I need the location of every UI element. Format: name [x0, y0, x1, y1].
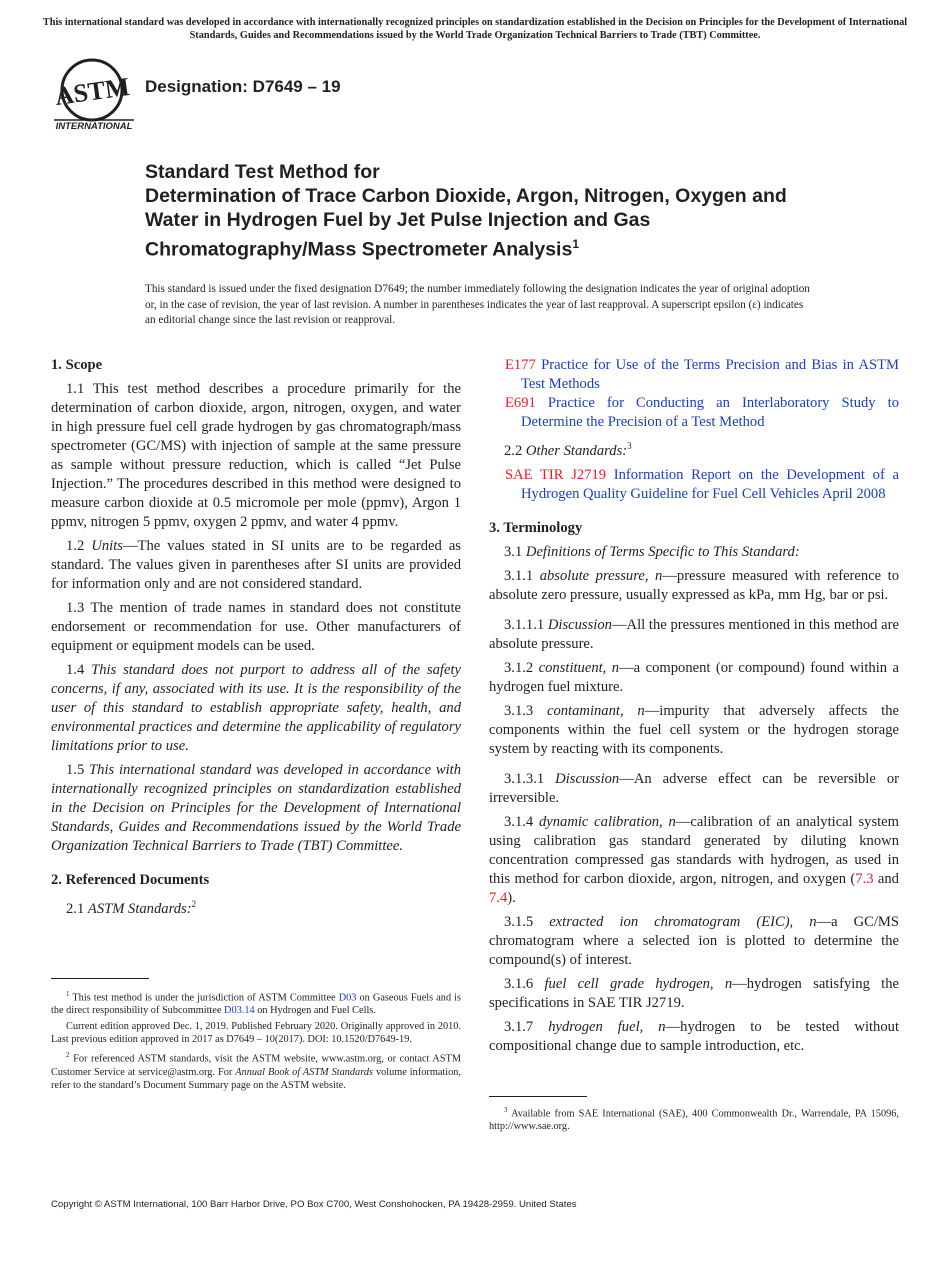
ref-e177: [489, 356, 899, 394]
para-3-1-3: 3.1.3 contaminant, n—impurity that adversely affects the components within the fuel cell system or the hydrogen storage system by reacting with its components.: [489, 702, 899, 757]
footnote-rule-left: [51, 978, 149, 979]
link-d03[interactable]: D03: [338, 992, 357, 1004]
footnotes-left: [51, 988, 461, 1095]
astm-logo: [52, 56, 136, 134]
para-3-1-1: 3.1.1 absolute pressure, n—pressure measured with reference to absolute zero pressure, usually expressed as kPa, mm Hg, bar or psi.: [489, 567, 899, 603]
para-1-5: 1.5 This international standard was developed in accordance with internationally recognized principles on standardization established in the Decision on Principles for the Development of International Standards, Guides and Recommendations issued by the World Trade Organization Technical Barriers to Trade (TBT) Committee.: [51, 762, 462, 854]
para-3-1-6: 3.1.6 fuel cell grade hydrogen, n—hydrogen satisfying the specifications in SAE TIR J2719.: [489, 975, 899, 1011]
top-notice: This international standard was developed in accordance with internationally recognized principles on standardization established in the Decision on Principles for the Development of International Standards, Guides and Recommendations issued by the World Trade Organization Technical Barriers to Trade (TBT) Committee.: [42, 17, 908, 41]
link-7-4[interactable]: 7.4: [489, 889, 508, 906]
left-column: [51, 356, 461, 924]
link-7-3[interactable]: 7.3: [855, 870, 874, 887]
footnote-3: $^3$ Available from SAE International (SAE), 400 Commonwealth Dr., Warrendale, PA 15096, http://www.sae.org.: [489, 1106, 899, 1133]
title-footnote-mark: 1: [572, 237, 580, 251]
section-heading-terminology: 3. Terminology: [489, 519, 583, 536]
footnotes-right: [489, 1104, 899, 1136]
link-d03-14[interactable]: D03.14: [224, 1005, 255, 1017]
ref-e691: [489, 394, 899, 432]
para-3-1-4: 3.1.4 dynamic calibration, n—calibration of an analytical system using calibration gas standard generated by diluting known concentration compressed gas standards with hydrogen, as used in this method for carbon dioxide, argon, nitrogen, and oxygen (7.3 and 7.4).: [489, 813, 900, 906]
para-1-3: 1.3 The mention of trade names in standard does not constitute endorsement or recommendation for use. Other manufacturers of equipment or equipment models can be used.: [51, 600, 461, 654]
footnote-1: $^1$ This test method is under the jurisdiction of ASTM Committee D03 on Gaseous Fuels and is the direct responsibility of Subcommittee D03.14 on Hydrogen and Fuel Cells.: [51, 990, 462, 1017]
para-3-1-3-1: 3.1.3.1 Discussion—An adverse effect can be reversible or irreversible.: [489, 770, 900, 806]
logo-subtext: INTERNATIONAL: [55, 121, 133, 132]
ref-sae-j2719-code[interactable]: SAE TIR J2719: [505, 466, 607, 483]
designation: Designation: D7649 – 19: [145, 77, 341, 96]
section-heading-referenced-documents: 2. Referenced Documents: [51, 872, 210, 888]
ref-sae-j2719-title[interactable]: Information Report on the Development of a Hydrogen Quality Guideline for Fuel Cell Vehicles April 2008: [521, 466, 899, 502]
ref-e691-title[interactable]: Practice for Conducting an Interlaboratory Study to Determine the Precision of a Test Method: [521, 395, 899, 430]
ref-sae-j2719: [489, 466, 899, 504]
section-heading-scope: 1. Scope: [51, 357, 103, 373]
copyright-line: Copyright © ASTM International, 100 Barr Harbor Drive, PO Box C700, West Conshohocken, PA 19428-2959. United States: [51, 1199, 577, 1210]
footnote-1-edition: Current edition approved Dec. 1, 2019. Published February 2020. Originally approved in 2010. Last previous edition approved in 2017 as D7649 – 10(2017). DOI: 10.1520/D7649-19.: [51, 1021, 461, 1046]
ref-e691-code[interactable]: E691: [505, 395, 536, 411]
title-line1: Standard Test Method for: [145, 161, 380, 183]
para-3-1-2: 3.1.2 constituent, n—a component (or compound) found within a hydrogen fuel mixture.: [489, 659, 899, 695]
para-2-2: 2.2 Other Standards:$^3$: [504, 441, 632, 459]
document-title: [145, 160, 845, 262]
para-1-1: 1.1 This test method describes a procedure primarily for the determination of carbon dioxide, argon, nitrogen, oxygen, and water in high pressure fuel cell grade hydrogen by gas chromatograph/mass spectrometer (GC/MS) with injection of sample at the same pressure as sample without pressure reduction, which is called “Jet Pulse Injection.” The procedures described in this method were designed to measure carbon dioxide at 0.5 micromole per mole (ppmv), Argon 1 ppmv, nitrogen 5 ppmv, oxygen 2 ppmv, and water 4 ppmv.: [51, 381, 461, 530]
ref-e177-title[interactable]: Practice for Use of the Terms Precision and Bias in ASTM Test Methods: [521, 357, 899, 392]
footnote-rule-right: [489, 1096, 587, 1097]
para-3-1-7: 3.1.7 hydrogen fuel, n—hydrogen to be tested without compositional change due to sample introduction, etc.: [489, 1018, 900, 1054]
para-3-1-1-1: 3.1.1.1 Discussion—All the pressures mentioned in this method are absolute pressure.: [489, 616, 900, 652]
para-3-1: 3.1 Definitions of Terms Specific to This Standard:: [504, 543, 800, 560]
logo-text: ASTM: [52, 71, 132, 112]
para-1-4: 1.4 This standard does not purport to address all of the safety concerns, if any, associated with its use. It is the responsibility of the user of this standard to establish appropriate safety, health, and environmental practices and determine the applicability of regulatory limitations prior to use.: [51, 662, 461, 754]
standard-issuance-note: This standard is issued under the fixed designation D7649; the number immediately following the designation indicates the year of original adoption or, in the case of revision, the year of last revision. A number in parentheses indicates the year of last reapproval. A superscript epsilon (ε) indicates an editorial change since the last revision or reapproval.: [145, 283, 810, 326]
ref-e177-code[interactable]: E177: [505, 357, 536, 373]
para-3-1-5: 3.1.5 extracted ion chromatogram (EIC), n—a GC/MS chromatogram where a selected ion is plotted to determine the compound(s) of interest.: [489, 913, 899, 968]
footnote-2: $^2$ For referenced ASTM standards, visit the ASTM website, www.astm.org, or contact ASTM Customer Service at service@astm.org. For Annual Book of ASTM Standards volume information, refer to the standard’s Document Summary page on the ASTM website.: [51, 1051, 462, 1091]
title-line2: Determination of Trace Carbon Dioxide, Argon, Nitrogen, Oxygen and Water in Hydrogen Fuel by Jet Pulse Injection and Gas Chromatography/Mass Spectrometer Analysis: [145, 185, 787, 261]
right-column: [489, 356, 899, 1061]
para-1-2: 1.2 Units—The values stated in SI units are to be regarded as standard. The values given in parentheses after SI units are provided for information only and are not considered standard.: [51, 538, 461, 592]
para-2-1: 2.1 ASTM Standards:$^2$: [66, 899, 197, 917]
